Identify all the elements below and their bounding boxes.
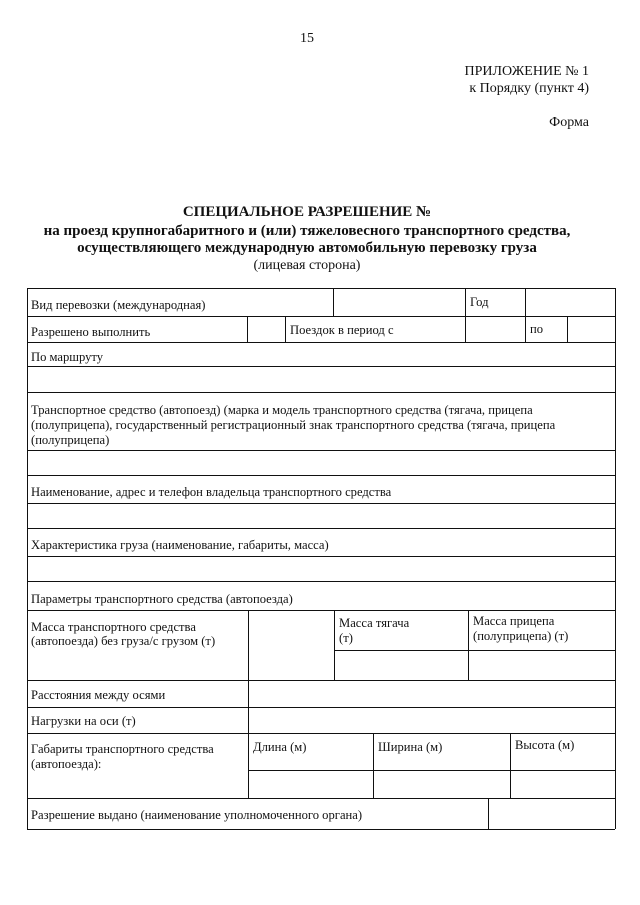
permit-subtitle-2: осуществляющего международную автомобильную перевозку груза: [77, 240, 537, 256]
row-line: [27, 475, 615, 476]
row-line: [248, 770, 615, 771]
appendix-header: [465, 63, 590, 97]
row-line: [27, 503, 615, 504]
dimensions-label-1: Габариты транспортного средства: [31, 742, 214, 756]
row-line: [27, 733, 615, 734]
row-line: [27, 610, 615, 611]
permit-title: СПЕЦИАЛЬНОЕ РАЗРЕШЕНИЕ №: [182, 204, 432, 220]
col-line: [247, 316, 248, 342]
col-line: [510, 733, 511, 798]
col-line: [468, 610, 469, 680]
route-label: По маршруту: [31, 350, 104, 364]
appendix-title: ПРИЛОЖЕНИЕ № 1: [464, 64, 589, 79]
col-line: [525, 288, 526, 316]
col-line: [373, 733, 374, 798]
col-line: [248, 733, 249, 798]
axle-load-label: Нагрузки на оси (т): [31, 714, 136, 728]
table-bottom-border: [27, 829, 615, 830]
col-line: [248, 610, 249, 680]
trips-period-label: Поездок в период с: [290, 323, 394, 337]
row-line: [27, 528, 615, 529]
params-label: Параметры транспортного средства (автопоезда): [31, 592, 293, 606]
tractor-mass-label-2: (т): [339, 631, 353, 645]
col-line: [488, 798, 489, 829]
appendix-reference: к Порядку (пункт 4): [469, 81, 589, 96]
axle-distance-label: Расстояния между осями: [31, 688, 166, 702]
row-line: [27, 798, 615, 799]
transport-type-label: Вид перевозки (международная): [31, 298, 206, 312]
trailer-mass-label-2: (полуприцепа) (т): [473, 629, 569, 643]
table-left-border: [27, 288, 28, 829]
col-line: [248, 680, 249, 733]
issued-by-label: Разрешение выдано (наименование уполномоченного органа): [31, 808, 363, 822]
height-label: Высота (м): [515, 738, 575, 752]
length-label: Длина (м): [253, 740, 307, 754]
trailer-mass-label-1: Масса прицепа: [473, 614, 555, 628]
row-line: [27, 707, 615, 708]
row-line: [27, 316, 615, 317]
row-line: [27, 581, 615, 582]
allowed-label: Разрешено выполнить: [31, 325, 151, 339]
col-line: [525, 316, 526, 342]
row-line: [27, 366, 615, 367]
col-line: [334, 610, 335, 680]
year-label: Год: [470, 295, 489, 309]
row-line: [27, 450, 615, 451]
col-line: [465, 288, 466, 342]
mass-label-2: (автопоезда) без груза/с грузом (т): [31, 634, 216, 648]
row-line: [27, 556, 615, 557]
owner-label: Наименование, адрес и телефон владельца транспортного средства: [31, 485, 392, 499]
row-line: [27, 392, 615, 393]
form-label: Форма: [549, 115, 589, 130]
permit-subtitle-1: на проезд крупногабаритного и (или) тяжеловесного транспортного средства,: [43, 223, 571, 239]
tractor-mass-label-1: Масса тягача: [339, 616, 410, 630]
vehicle-label-2: (полуприцепа), государственный регистрационный знак транспортного средства (тягача, прицепа: [31, 418, 556, 432]
permit-side-note: (лицевая сторона): [253, 258, 361, 273]
vehicle-label-3: (полуприцепа): [31, 433, 110, 447]
cargo-label: Характеристика груза (наименование, габариты, масса): [31, 538, 329, 552]
col-line: [567, 316, 568, 342]
dimensions-label-2: (автопоезда):: [31, 757, 102, 771]
table-right-border: [615, 288, 616, 829]
mass-label-1: Масса транспортного средства: [31, 620, 196, 634]
row-line: [27, 680, 615, 681]
page-number: 15: [300, 31, 314, 46]
to-label: по: [530, 322, 544, 336]
row-line: [334, 650, 615, 651]
table-top-border: [27, 288, 615, 289]
row-line: [27, 342, 615, 343]
vehicle-label-1: Транспортное средство (автопоезд) (марка и модель транспортного средства (тягача, прицепа: [31, 403, 533, 417]
width-label: Ширина (м): [378, 740, 443, 754]
col-line: [333, 288, 334, 316]
col-line: [285, 316, 286, 342]
